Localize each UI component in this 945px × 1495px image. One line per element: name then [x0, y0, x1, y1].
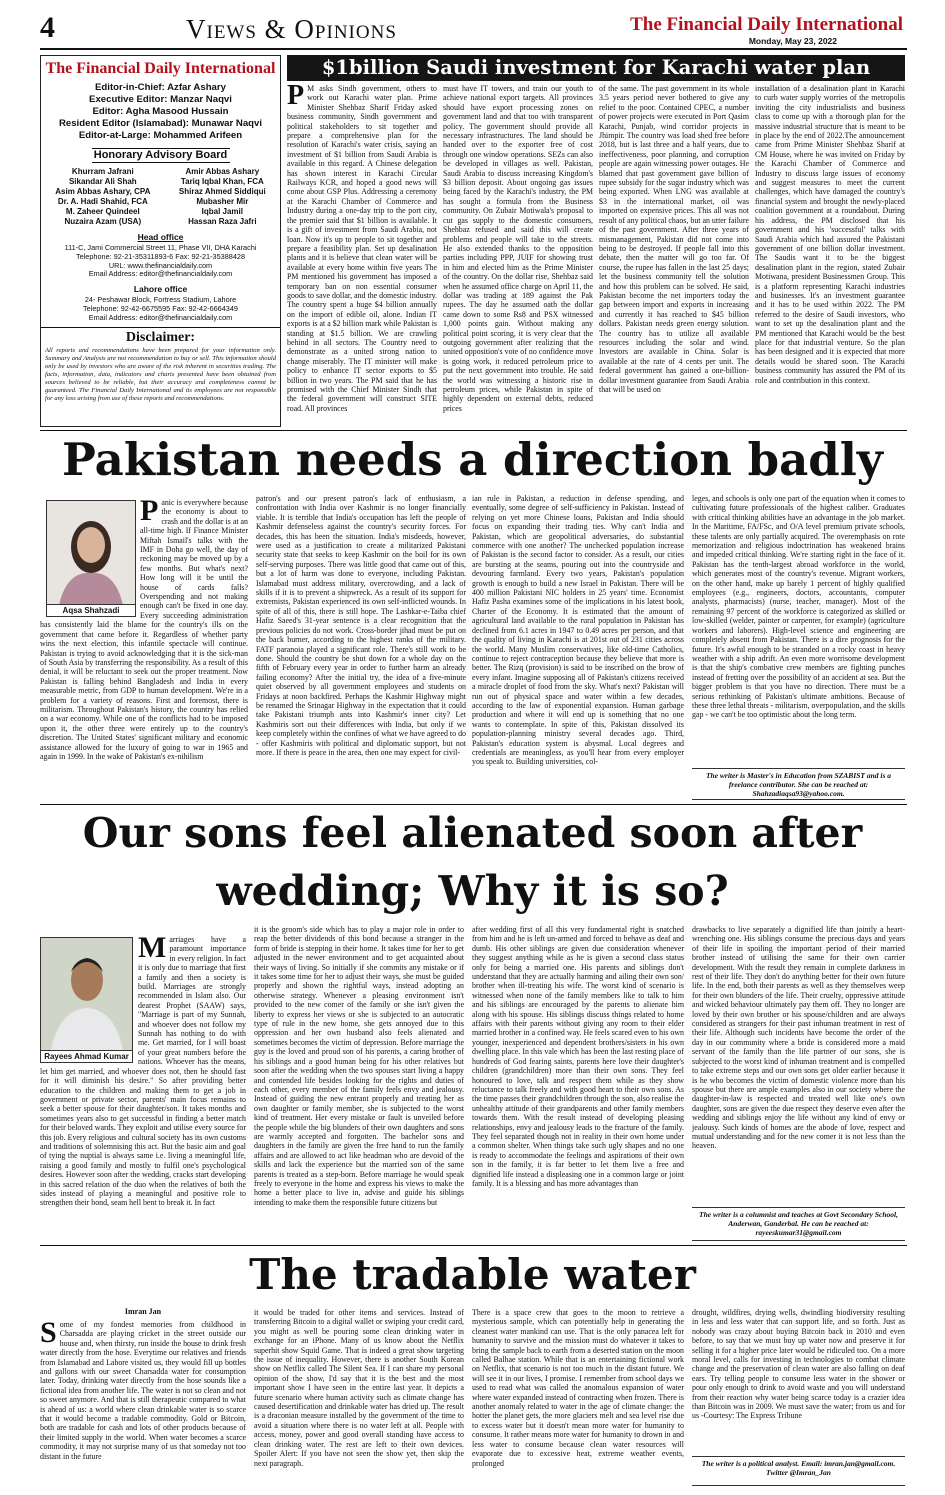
direction-column-1: [40, 498, 248, 798]
advisory-member: Dr. A. Hadi Shahid, FCA: [57, 197, 148, 206]
advisory-member: Tariq Iqbal Khan, FCA: [180, 177, 264, 186]
water-byline: The writer is a political analyst. Email: imran.jan@gmail.com. Twitter @Imran_Jan: [692, 1456, 905, 1486]
email-line: Email Address: editor@thefinancialdaily.com: [88, 312, 233, 322]
lahore-office-title: Lahore office: [133, 284, 188, 295]
editorial-staff: [41, 82, 280, 142]
water-column-1: [40, 1320, 246, 1488]
direction-column-3: ian rule in Pakistan, a reduction in defense spending, and eventually, some degree of self-sufficiency in Pakistan. Instead of relying on yet more Chinese loans, Pakistan and India should focus on expanding their trading ties. Why can't India and Pakistan, which are geopolitical adversaries, do substantial commerce with one another? The unchecked population increase of Pakistan is the second factor to consider. As a result, our cities are bursting at the seams, pouring out into the countryside and devouring farmland. Every two years, Pakistan's population growth is enough to build a new Israel in Pakistan. There will be 400 million Pakistani NIC holders in 25 years' time. Economist Hafiz Pasha examines some of the implications in his latest book, Charter of the Economy. It is estimated that the amount of agricultural land available to the rural population in Pakistan has declined from 6.1 acres in 1947 to 0.49 acres per person, and that the quality of living in Karachi is at 201st out of 231 cities across the world. Many Muslim conservatives, like old-time Catholics, continue to reject contraception because they believe that more is better. The Rizq (provision) is said to be inscribed on the brow of every infant. Imagine supposing all of Pakistan's citizens received a miracle droplet of food from the sky. What's next? Pakistan will run out of physical space and water within a few decades, according to the law of exponential expansion. Human garbage production and where it will end up is something that no one wants to contemplate. In spite of this, Pakistan dissolved its population-planning ministry several decades ago. Third, Pakistan's education system is abysmal. Local degrees and credentials are meaningless, as you'll hear from every employer you speak to. Building universities, col-: [472, 494, 684, 767]
dropcap: P: [140, 498, 159, 527]
water-headline: The tradable water: [249, 1250, 696, 1299]
page-number: 4: [40, 11, 55, 44]
saudi-headline: $1billion Saudi investment for Karachi water plan: [321, 56, 871, 79]
article-text: arriages have a paramount importance in every religion. In fact it is only due to marriage that first a family and then a society is build. Marriages are strongly recommended in Islam also. Our dearest Prophet (SAAW) says, "Marriage is part of my Sunnah, and whoever does not follow my Sunnah has nothing to do with me. Get married, for I will boast of your great numbers before the nations. Whoever has the means, let him get married, and whoever does not, then he should fast for it will diminish his desire." So after providing better education to the children and making them to get a job in government or private sector, parents' main focus remains to seek a better spouse for their daughter/son. It takes months and sometimes years also to get successful in finding a better match for their beloved wards. They exploit and utilise every source for this job. Every religious and cultural society has its own customs and traditions of solemnising this act. But the basic aim and goal of tying the nuptial is always same i.e. living a meaningful life, raising a good family and mostly to fulfil one's psychological desires. However soon after the wedding, cracks start developing in this sacred relation of the duo when the relatives of both the sides instead of playing a meaningful and positive role to strengthen their bond, seam hell bent to break it. In fact: [40, 935, 246, 1208]
advisory-member: M. Zaheer Quindeel: [65, 207, 140, 216]
advisory-member: Shiraz Ahmed Siddiqui: [178, 187, 266, 196]
saudi-column-4: installation of a desalination plant in Karachi to curb water supply worries of the metropolis inviting the city industrialists and business class to come up with a thorough plan for the massive industrial structure that is meant to be in place by the end of 2022.The announcement came from Prime Minister Shehbaz Sharif at CM House, where he was invited on Friday by the Karachi Chamber of Commerce and Industry to discuss large issues of economy and suggest measures to meet the current challenges, which have damaged the country's financial system and brought the newly-placed coalition government at a roundabout. During his address, the PM disclosed that his government and his 'successful' talks with Saudi Arabia which had assured the Pakistani government of one billion dollar investment. The Saudis want it to be the biggest desalination plant in the region, stated Zubair Motiwana, president Businessmen Group. This is a platform representing Karachi industries and businesses. It's an investment guarantee and it has to be used within 2022. The PM referred to the desire of Saudi investors, who want to set up the desalination plant and the PM mentioned that Karachi would be the best place for that industrial venture. So the plan has been designed and it is expected that more details would be shared soon. The Karachi business community has assured the PM of its role and contribution in this context.: [755, 84, 905, 385]
advisory-member: Nuzaira Azam (USA): [64, 217, 142, 226]
sons-column-4: drawbacks to live separately a dignified life than jointly a heart-wrenching one. His siblings consume the precious days and years of their life in spoiling the important period of their married brother instead of utilising the same for their own carrier development. With the result they remain in complete darkness in rest of their life. They don't do anything better for their own future life. In the end, both their parents as well as they themselves weep for their own blunders of the life. Their cruelty, oppressive attitude and wicked behaviour ultimately pay them off. They no longer are loved by their own brother or his spouse/children and are always considered as strangers for their past inhuman treatment in rest of their life. Although such incidents have become the order of the day in our community where a bride is considered more a maid servant of the family than the life partner of our sons, she is subjected to the worst kind of inhuman treatment and is compelled to take extreme steps and our own sons get older earlier because it is he who becomes the victim of domestic violence more than his spouse but there are ample examples also in our society where the daughter-in-law is respected and treated well like one's own daughter, sons are given the due respect they deserve even after the wedding and siblings enjoy the life without any kind of envy or jealousy. Such kinds of homes are the abode of love, respect and mutual understanding and for the new comer it is not less than the heaven.: [692, 925, 905, 1151]
header-masthead: The Financial Daily International: [630, 14, 903, 35]
water-column-4: drought, wildfires, drying wells, dwindling biodiversity resulting in less and less water that can support life, and so forth. Just as nobody was crazy about buying Bitcoin back in 2010 and even before, to say that we must buy up water now and preserve it for selling it for a higher price later would be ridiculed too. On a more moral level, calls for investing in technologies to combat climate change and the preservation of clean water are also falling on deaf ears. Try telling people to consume less water in the shower or pour only enough to drink to avoid waste and you will understand from their reaction why water being scarce today is a crazier idea than Bitcoin was in 2009. We must save the water; from us and for us -Courtesy: The Express Tribune: [692, 1308, 905, 1421]
advisory-list-right: [179, 167, 266, 227]
advisory-list-left: [55, 167, 150, 227]
sons-headline-line1: Our sons feel alienated soon after: [82, 809, 863, 857]
section-title: Views & Opinions: [186, 14, 397, 44]
advisory-board-title: Honorary Advisory Board: [92, 148, 230, 163]
staff-line: Resident Editor (Islamabad): Munawar Naqvi: [58, 118, 263, 129]
saudi-column-3: of the same. The past government in its whole 3.5 years period never bothered to give any relief to the poor. Contained CPEC, a number of power projects were executed in Port Qasim Karachi, Punjab, wind corridor projects in Jhimpir. The country was load shed free before 2018, but is last three and a half years, due to ineffectiveness, poor planning, and corruption people are again witnessing power outages. He blamed that past government gave billion of rupee subsidy for the sugar industry which was being exported. When LNG was available at $3 in the international market, oil was imported on expensive prices. This all was not result of any political chaos, but an utter failure of the past government. After three years of mismanagement, Pakistan did not come into being to be destroyed. If people fall into this debate, then the matter will go too far. Of course, the rupee has fallen in the last 25 days; let the business community tell the solution and how this problem can be solved. He said, Pakistan become the net importers today the gap between import and exports in increasing and currently it has reached to $45 billion dollars. Pakistan needs green energy solution. The country has to utilize all available resources including the solar and wind. Investors are available in China. Solar is available at the rate of 4 cents per unit. The federal government has gained a one-billion-dollar investment guarantee from Saudi Arabia that will be used on: [599, 84, 749, 394]
email-line: Email Address: editor@thefinancialdaily.com: [88, 269, 233, 279]
header-rule: [40, 48, 907, 50]
staff-line: Editor-at-Large: Mohammed Arifeen: [78, 130, 243, 141]
advisory-member: Amir Abbas Ashary: [185, 167, 260, 176]
staff-line: Executive Editor: Manzar Naqvi: [89, 94, 232, 105]
advisory-member: Sikandar Ali Shah: [68, 177, 137, 186]
article-text: anic is everywhere because the economy is about to crash and the dollar is at an all-time high. If Finance Minister Miftah Ismail's talks with the IMF in Doha go well, the day of reckoning may be moved up by a few months. But what's next? How long will it be until the house of cards falls? Overspending and not making enough can't be fixed in one day. Every succeeding administration has consistently laid the blame for the country's ills on the government that came before it. Regardless of whether party wins the next election, this infantile spectacle will continue. Pakistan is trying to avoid acknowledging that it is the sick-man of South Asia by transferring the responsibility. As a result of this denial, it will be reluctant to seek out the proper treatment. Now Pakistan is falling behind Bangladesh and India in every measurable metric, from GDP to human development. We're in a problem for a variety of reasons. First and foremost, there is militarism. Throughout Pakistan's history, the country has relied on a war economy. While one of the conflicts had to be imposed upon it, the other three were entirely up to the country's discretion. The United States' significant military and economic assistance allowed for the luxury of going to war in 1965 and again in 1999. In the wake of Pakistan's ex-nihilism: [40, 498, 248, 761]
advisory-member: Asim Abbas Ashary, CPA: [55, 187, 151, 196]
author-name: Aqsa Shahzadi: [47, 604, 135, 616]
dropcap: M: [138, 935, 167, 964]
sons-headline-line2: wedding; Why it is so?: [216, 867, 729, 915]
address-line: Telephone: 92-42-6675595 Fax: 92-42-6664349: [83, 303, 238, 313]
direction-byline: The writer is Master's in Education from SZABIST and is a freelance contributor. She can be reached at: Shahzadiaqsa93@yahoo.com.: [692, 768, 905, 800]
editorial-box: [40, 55, 281, 427]
sons-column-3: after wedding first of all this very fundamental right is snatched from him and he is left un-armed and forced to behave as deaf and dumb. His other siblings are given due consideration whenever they suggest anything while as he is given a second class status only for being a married one. His parents and siblings don't understand that they are actually harming and ailing their own son/ brother when ill-treating his wife. The worst kind of scenario is witnessed when none of the family members like to talk to him and his siblings are encouraged by the parents to alienate him along with his spouse. His siblings discuss things related to home affairs with their parents without giving any room to their elder married brother in a confined way. He feels scared even to his own younger, inexperienced and dependent brothers/sisters in his own dwelling place. In this vale which has been the last resting place of hundreds of God fearing saints, parents here love their daughter's children (grandchildren) more than their own sons. They feel honoured to love, talk and respect them while as they show reluctance to talk freely and with good heart to their own sons. As the time passes their grandchildren through the son, also realise the unhealthy attitude of their grandparents and other family members towards them. With the result instead of developing pleasing relationships, envy and jealousy leads to the fracture of the family. They feel separated though not in reality in their own home under a common shelter. When things take such ugly shapes and no one is ready to accommodate the feelings and aspirations of their own son in the family, it is far better to let them live a free and dignified life instead a displeasing one in a common large or joint family. It is a blessing and has more advantages than: [472, 925, 684, 1188]
url-line: URL: www.thefinancialdaily.com: [108, 260, 213, 270]
staff-line: Editor: Agha Masood Hussain: [92, 106, 229, 117]
disclaimer-text: All reports and recommendations have been prepared for your information only. Summary and Analysis are not recommendation to buy or sell. This information should only be used by investors who are aware of the risk inherent in securities trading. The facts, information, data, indicators and charts presented have been obtained from sources believed to be reliable, but their accuracy and completeness cannot be guaranteed. The Financial Daily International and its employees are not responsible for any loss arising from use of these reports and recommendations.: [45, 346, 276, 402]
article-text: M asks Sindh government, others to work out Karachi water plan. Prime Minister Shehbaz Sharif Friday asked business community, Sindh government and political stakeholders to sit together and prepare a comprehensive plan for the resolution of Karachi's water crisis, saying an investment of $1 billion from Saudi Arabia is available in this regard. A Chinese delegation has shown interest in Karachi Circular Railways KCR, and hoped a good news will come about GSP Plus. Addressing a ceremony at the Karachi Chamber of Commerce and Industry during a one-day trip to the port city, the premier said that $1 billion is available. It is a gift of investment from Saudi Arabia, not loan. Now it's up to people to sit together and prepare a feasibility plan. Set up desalination plants and it is believe that clean water will be available at every home within five years The PM mentioned his government has imposed a temporary ban on non essential consumer goods to save dollar, and the domestic industry. The country spent a huge $4 billion annually on the import of edible oil, alone. Indian IT exports is at a $2 billion mark while Pakistan is standing at $1.5 billion. We are crawling behind in all sectors. The Country need to demonstrate as a united strong nation to change miserably. The IT minister will make policy to enhance IT sector exports to $5 billion in two years. The PM said that he has promised with the Chief Minister Sindh that the federal government will construct SITE road. All provinces: [287, 84, 437, 413]
direction-column-2: patron's and our present patron's lack of enthusiasm, a confrontation with India over Kashmir is no longer financially viable. It is terrible that India's occupation has left the people of Kashmir defenseless against the country's security forces. For decades, this has been the situation. India's misdeeds, however, were used as a justification to create a militarized Pakistani security state that seeks to keep Kashmir on the boil for its own self-serving purposes. There was little good that came out of this, but a lot of harm was done to everyone, including Pakistan. Islamabad must address military, overcrowding, and a lack of skills if it is to prevent a shipwreck. As a result of its support for extremists, Pakistan experienced its own self-inflicted wounds. In spite of all of this, there is still hope. The Lashkar-e-Taiba chief Hafiz Saeed's 31-year sentence is a clear recognition that the previous policies do not work. Cross-border jihad must be put on the back burner, according to the highest ranks of the military. FATF paranoia played a significant role. There's still work to be done. Should the country be shut down for a whole day on the fifth of February every year in order to further harm an already failing economy? After the initial try, the idea of a five-minute quiet observed by all government employees and students on Fridays at noon backfired. Perhaps the Kashmir Highway might be renamed the Srinagar Highway in the expectation that it could take Pakistani triumph ants into Kashmir's inner city? Let Kashmiris sort out their differences with India, but only if we keep completely within the confines of what we have agreed to do - offer Kashmiris with political and diplomatic support, but not more. If there is peace in the area, then one may expect for civil-: [256, 494, 466, 757]
advisory-member: Iqbal Jamil: [201, 207, 243, 216]
water-column-3: There is a space crew that goes to the moon to retrieve a mysterious sample, which can potentially help in generating the cleanest water mankind can use. That is the only panacea left for humanity to survive and the mission must do whatever it takes to bring the sample back to earth from a deserted station on the moon called Balhae station. While that is an entertaining fictional work on Netflix, that scenario is not too much in the distant future. We will see it in our lives, I promise. I remember from school days we used to read what was called the anomalous expansion of water where water expanded instead of contracting when frozen. There is another anomaly related to water in the age of climate change: the hotter the planet gets, the more glaciers melt and sea level rise due to excess water but it doesn't mean more water for humanity to consume. It rather means more water for humanity to drown in and less water to consume because clean water resources will evaporate due to excessive heat, extreme weather events, prolonged: [472, 1308, 684, 1468]
section-rule: [40, 430, 907, 431]
water-column-2: it would be traded for other items and services. Instead of transferring Bitcoin to a digital wallet or swiping your credit card, you might as well be pouring some clean drinking water in exchange for an iPhone. Many of us know about the Netflix superhit show Squid Game. That is indeed a great show targeting the issue of inequality. However, there is another South Korean show on Netflix called The Silent Sea. If I can share my personal opinion of the show, I'd say that it is the best and the most important show I have seen in the entire last year. It depicts a future scenario where human activity such as climate change has caused desertification and drinkable water has dried up. The result is a draconian measure installed by the government of the time to avoid a situation where there is no water left at all. People with access, money, power and good overall standing have access to clean drinking water. The rest are left to their own devices. Spoiler Alert: If you have not seen the show yet, then skip the next paragraph.: [254, 1308, 464, 1468]
address-line: 24- Peshawar Block, Fortress Stadium, Lahore: [84, 295, 237, 305]
sons-column-2: it is the groom's side which has to play a major role in order to reap the better dividends of this bond because a stranger in the form of bride is stepping in their home. It takes time for her to get adjusted in the newer environment and to get acquainted about their ways of living. So initially if she commits any mistake or if it takes some time for her to adjust their ways, she must be guided properly and shown the rightful ways, instead adopting an otherwise strategy. Whenever a pleasing environment isn't provided to the new comer of the family or she isn't given the liberty to express her views or she is subjected to an autocratic type of rule in the new home, she gets annoyed due to this oppression and her own husband also feels alienated and sometimes becomes the victim of depression. Before marriage the guy is the loved and proud son of his parents, a caring brother of his siblings and a good human being for his other relatives but soon after the wedding when the two spouses start living a happy and contended life besides looking for the rights and duties of each other, every member of the family feels envy and jealousy. Instead of guiding the new entrant properly and treating her as own daughter or family member, she is subjected to the worst kind of treatment. Her every mistake or fault is unveiled before the people while the big blunders of their own daughters and sons are warmly accepted and forgotten. The bachelor sons and daughters in the family are given the free hand to run the family affairs and are allowed to act like headman who are devoid of the skills and lack the experience but the married son of the same parents is treated as a step-born. Before marriage he would speak freely to everyone in the home and express his views to make the home a better place to live in, advise and guide his siblings intending to make them the responsible future citizens but: [254, 925, 464, 1207]
direction-column-4: leges, and schools is only one part of the equation when it comes to cultivating future professionals of the highest caliber. Graduates with critical thinking abilities have an advantage in the job market. In the Maritime, FA/FSc, and O/A level premium private schools, these talents are only partially acquired. The overemphasis on rote memorization and religious indoctrination has weakened brains and impeded critical thinking. We're starting right in the face of it. Pakistan has the tenth-largest abroad workforce in the world, which generates most of the country's revenue. Migrant workers, on the other hand, make up barely 1 percent of highly qualified employees (e.g., engineers, doctors, accountants, computer analysts, pharmacists) (nurse, teacher, manager). Most of the remaining 97 percent of the workforce is categorized as skilled or low-skilled (welder, painter or carpenter, for example) (agriculture workers and laborers). High-level science and engineering are completely absent from Pakistan. There is a dire prognosis for the future. It's awful enough to be stranded on a rocky coast in heavy weather with a ship adrift. An even more worrisome development is that the ship's combative crew members are fighting punches instead of fretting over the possibility of an accident at sea. But the bigger problem is that you have no direction. There must be a serious rethinking of Pakistan's ultimate ambitions. Because of these three lethal threats - militarism, overpopulation, and the skills gap - we can't be too optimistic about the long term.: [692, 494, 905, 720]
head-office-title: Head office: [137, 232, 184, 242]
direction-headline: Pakistan needs a direction badly: [62, 433, 883, 486]
sons-byline: The writer is a columnist and teaches at Govt Secondary School, Anderwan, Ganderbal. He can be reached at: rayeeskumar31@gmail.com: [692, 1207, 905, 1241]
section-rule: [40, 804, 907, 805]
saudi-headline-bar: [287, 55, 905, 81]
disclaimer-title: Disclaimer:: [41, 327, 280, 345]
dropcap: P: [287, 84, 305, 111]
author-name: Rayees Ahmad Kumar: [41, 1050, 132, 1062]
article-text: ome of my fondest memories from childhood in Charsadda are playing cricket in the street outside our house and, when thirsty, run inside the house to drink fresh water directly from the hose. Everytime our relatives and friends from Islamabad and Lahore visited us, they would fill up bottles and gallons with our sweet Charsadda water for consumption later. Today, drinking water directly from the hose sounds like a fictional idea from another life. The water is not so clean and not so sweet anymore. And that is still therapeutic compared to what is ahead of us: a world where clean drinkable water is so scarce that it would become a tradable commodity. Gold or Bitcoin, both are tradable for cash and lots of other products because of their limited supply in the world. When water becomes a scarce commodity, it may not surprise many of us that someday not too distant in the future: [40, 1320, 246, 1461]
advisory-member: Khurram Jafrani: [71, 167, 134, 176]
address-line: Telephone: 92-21-35311893-6 Fax: 92-21-35388428: [75, 251, 246, 261]
editorial-masthead: The Financial Daily International: [45, 60, 276, 77]
header-date: Monday, May 23, 2022: [748, 36, 837, 46]
water-author: Imran Jan: [124, 1307, 162, 1316]
staff-line: Editor-in-Chief: Azfar Ashary: [95, 82, 226, 93]
advisory-member: Hassan Raza Jafri: [188, 217, 257, 226]
section-rule: [40, 1245, 907, 1246]
head-office-address: [41, 244, 280, 279]
advisory-member: Mubasher Mir: [196, 197, 249, 206]
lahore-office-address: [41, 296, 280, 322]
saudi-column-1: [287, 84, 437, 425]
sons-column-1: [40, 935, 246, 1241]
saudi-column-2: must have IT towers, and train our youth to achieve national export targets. All provinces should have export processing zones on government land and that too with transparent policy. The government should provide all necessary infrastructures. The land should be handed over to the exporter free of cost through one window operations. SEZs can also be developed in villages as well. Pakistan, Saudi Arabia to discuss increasing Kingdom's $3 billion deposit. About ongoing gas issues being faced by the Karachi's industry, the PM has sought a formula from the Business community. On Zubair Motiwala's proposal to cut gas supply to the domestic consumers, Shehbaz refused and said this will create problems and people will take to the streets. He also extended thanks to the opposition parties including PPP, JUIF for showing trust in him and elected him as the Prime Minister of the country. On the dollar rise, Shehbaz said when he assumed office charge on April 11, the dollar was trading at 189 against the Pak rupees. The day he assumed oath the dollar came down to some Rs8 and PSX witnessed 1,000 points gain. Without making any political point scoring, it is very clear that the outgoing government after realizing that the united opposition's vote of no confidence move is going work, it reduced petroleum price to put the next government into trouble. He said the world was witnessing a historic rise in petroleum prices, while Pakistan in spite of highly dependent on external debts, reduced prices: [443, 84, 593, 413]
address-line: 111-C, Jami Commercial Street 11, Phase VII, DHA Karachi: [64, 243, 257, 252]
dropcap: S: [40, 1320, 57, 1349]
